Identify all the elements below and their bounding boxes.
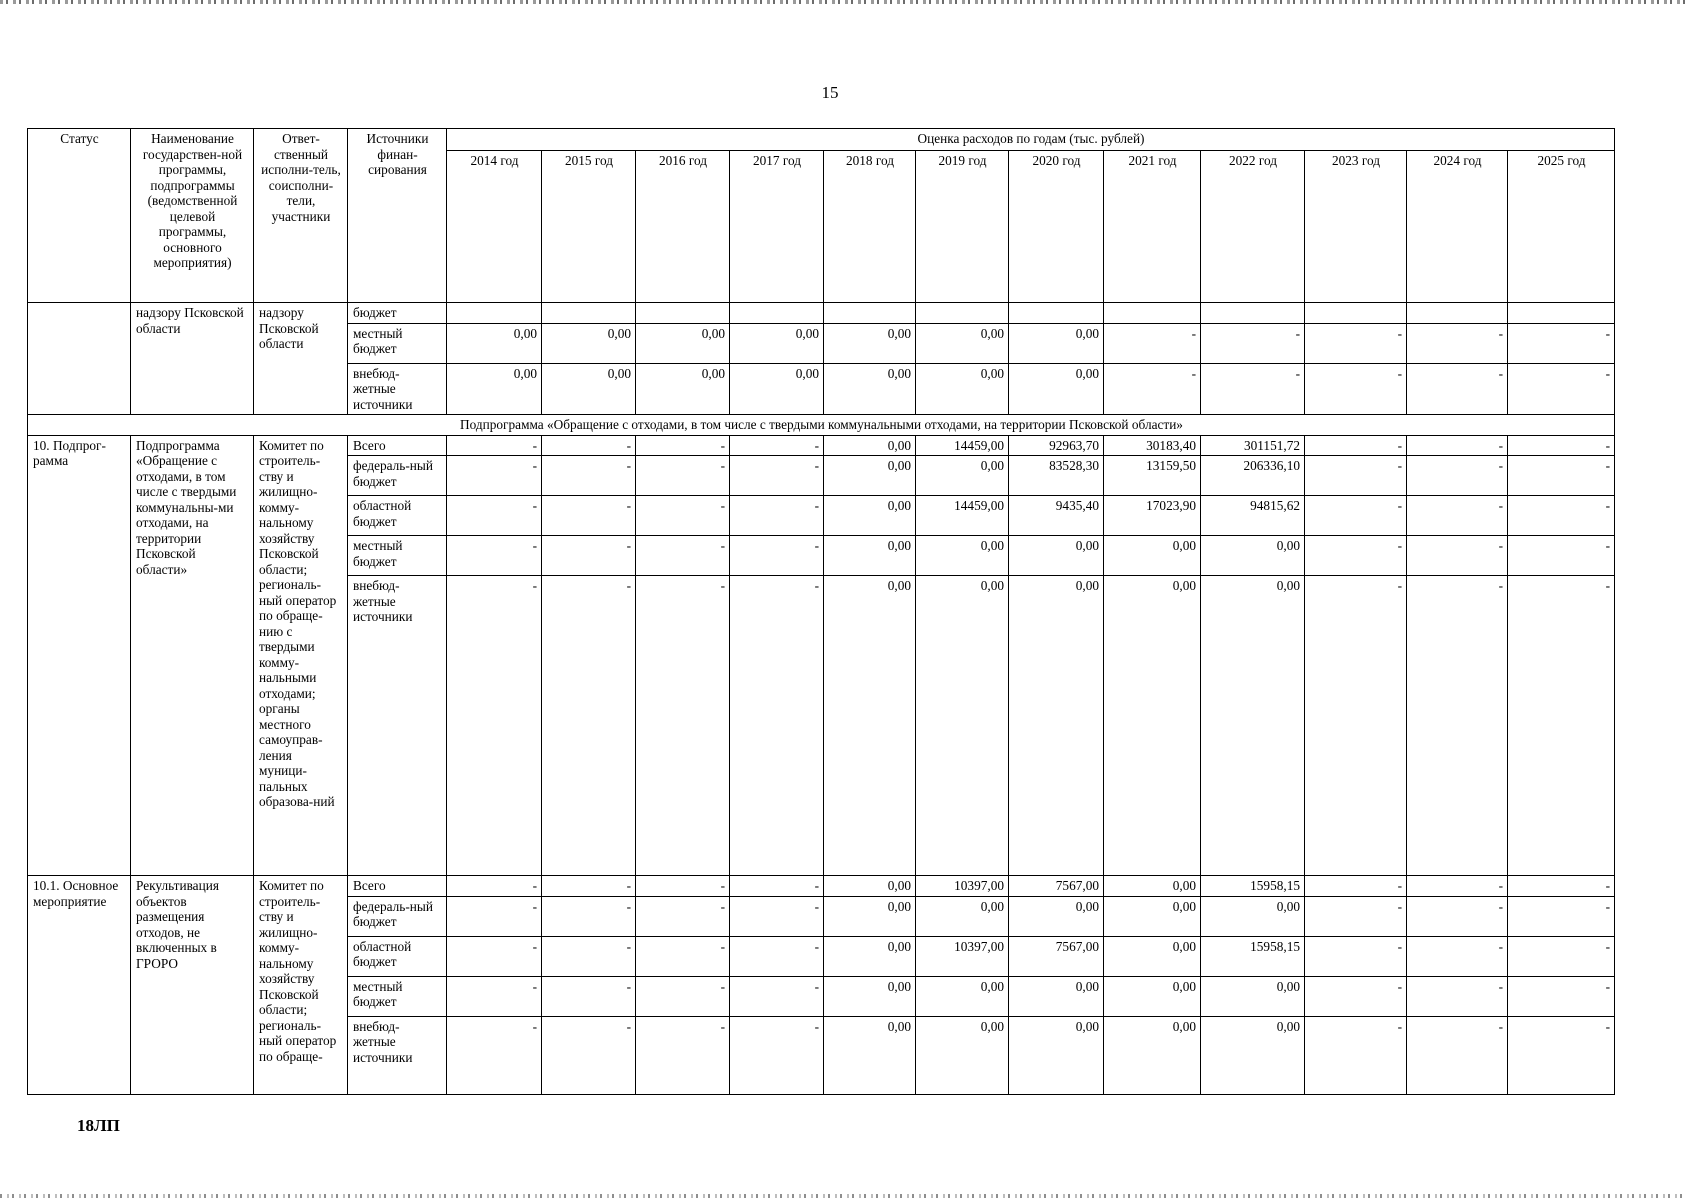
value-cell: -: [1508, 496, 1615, 536]
value-cell: -: [636, 536, 730, 576]
value-cell: 92963,70: [1009, 435, 1104, 456]
header-sources: Источники финан-сирования: [348, 129, 447, 303]
year-header-cell: 2025 год: [1508, 151, 1615, 303]
header-estimate: Оценка расходов по годам (тыс. рублей): [447, 129, 1615, 151]
value-cell: 0,00: [824, 576, 916, 876]
value-cell: -: [1407, 435, 1508, 456]
value-cell: 0,00: [824, 363, 916, 415]
value-cell: 14459,00: [916, 496, 1009, 536]
header-row: [28, 129, 1615, 151]
source-cell: местный бюджет: [348, 323, 447, 363]
value-cell: -: [542, 876, 636, 897]
value-cell: -: [1407, 976, 1508, 1016]
expenditure-table: [27, 128, 1615, 1095]
value-cell: 0,00: [824, 936, 916, 976]
value-cell: 0,00: [1104, 896, 1201, 936]
header-responsible: Ответ-ственный исполни-тель, соисполни-тели, участники: [254, 129, 348, 303]
source-cell: федераль-ный бюджет: [348, 896, 447, 936]
value-cell: -: [1407, 363, 1508, 415]
value-cell: -: [542, 896, 636, 936]
value-cell: 0,00: [824, 456, 916, 496]
value-cell: -: [1508, 456, 1615, 496]
value-cell: -: [636, 1016, 730, 1094]
value-cell: 0,00: [916, 363, 1009, 415]
program-name-cell: Рекультивация объектов размещения отходов, не включенных в ГРОРО: [131, 876, 254, 1095]
value-cell: 10397,00: [916, 936, 1009, 976]
subprogram-title: Подпрограмма «Обращение с отходами, в том числе с твердыми коммунальными отходами, на территории Псковской области»: [28, 415, 1615, 436]
year-header-cell: 2020 год: [1009, 151, 1104, 303]
value-cell: -: [1305, 896, 1407, 936]
source-cell: Всего: [348, 876, 447, 897]
value-cell: 30183,40: [1104, 435, 1201, 456]
value-cell: [824, 303, 916, 324]
value-cell: 0,00: [916, 896, 1009, 936]
value-cell: 7567,00: [1009, 936, 1104, 976]
value-cell: -: [447, 976, 542, 1016]
value-cell: -: [1305, 536, 1407, 576]
value-cell: [916, 303, 1009, 324]
value-cell: 0,00: [1009, 323, 1104, 363]
value-cell: -: [447, 435, 542, 456]
value-cell: -: [636, 876, 730, 897]
responsible-cell: Комитет по строитель-ству и жилищно-комму-нальному хозяйству Псковской области; региональ-ный оператор по обраще-нию с твердыми комму-нальными отходами; органы местного самоуправ-ления муници-пальных образова-ний: [254, 435, 348, 876]
value-cell: -: [542, 1016, 636, 1094]
value-cell: -: [636, 576, 730, 876]
value-cell: -: [730, 896, 824, 936]
value-cell: 0,00: [542, 363, 636, 415]
value-cell: -: [730, 435, 824, 456]
value-cell: 0,00: [1009, 1016, 1104, 1094]
source-cell: внебюд-жетные источники: [348, 363, 447, 415]
status-cell: [28, 303, 131, 415]
value-cell: -: [447, 576, 542, 876]
source-cell: областной бюджет: [348, 496, 447, 536]
value-cell: [1104, 303, 1201, 324]
value-cell: -: [1508, 876, 1615, 897]
value-cell: 0,00: [1104, 936, 1201, 976]
value-cell: -: [1305, 323, 1407, 363]
value-cell: -: [730, 1016, 824, 1094]
value-cell: -: [447, 876, 542, 897]
value-cell: -: [636, 456, 730, 496]
table-body: [28, 303, 1615, 1095]
value-cell: 15958,15: [1201, 876, 1305, 897]
value-cell: 0,00: [1201, 896, 1305, 936]
value-cell: 0,00: [1104, 536, 1201, 576]
value-cell: -: [447, 936, 542, 976]
value-cell: -: [1508, 323, 1615, 363]
value-cell: -: [542, 976, 636, 1016]
value-cell: [1305, 303, 1407, 324]
value-cell: 0,00: [1201, 976, 1305, 1016]
value-cell: -: [730, 876, 824, 897]
value-cell: -: [1305, 876, 1407, 897]
source-cell: областной бюджет: [348, 936, 447, 976]
value-cell: [730, 303, 824, 324]
value-cell: -: [636, 896, 730, 936]
value-cell: 0,00: [1009, 576, 1104, 876]
value-cell: -: [1305, 363, 1407, 415]
value-cell: 0,00: [447, 363, 542, 415]
value-cell: 13159,50: [1104, 456, 1201, 496]
year-header-cell: 2023 год: [1305, 151, 1407, 303]
status-cell: 10.1. Основное мероприятие: [28, 876, 131, 1095]
header-name: Наименование государствен-ной программы, подпрограммы (ведомственной целевой программы, основного мероприятия): [131, 129, 254, 303]
value-cell: 0,00: [916, 323, 1009, 363]
value-cell: -: [542, 576, 636, 876]
value-cell: -: [1508, 536, 1615, 576]
value-cell: -: [636, 976, 730, 1016]
value-cell: -: [1407, 536, 1508, 576]
value-cell: 301151,72: [1201, 435, 1305, 456]
value-cell: -: [1407, 576, 1508, 876]
year-header-cell: 2018 год: [824, 151, 916, 303]
value-cell: -: [1305, 936, 1407, 976]
value-cell: -: [1201, 363, 1305, 415]
year-header-cell: 2016 год: [636, 151, 730, 303]
value-cell: -: [1305, 576, 1407, 876]
value-cell: 0,00: [824, 1016, 916, 1094]
value-cell: -: [1104, 363, 1201, 415]
source-cell: бюджет: [348, 303, 447, 324]
value-cell: -: [1508, 896, 1615, 936]
source-cell: федераль-ный бюджет: [348, 456, 447, 496]
value-cell: 0,00: [916, 536, 1009, 576]
value-cell: 0,00: [1104, 1016, 1201, 1094]
table-row: [28, 435, 1615, 456]
value-cell: 94815,62: [1201, 496, 1305, 536]
responsible-cell: надзору Псковской области: [254, 303, 348, 415]
value-cell: 0,00: [824, 896, 916, 936]
year-header-cell: 2015 год: [542, 151, 636, 303]
value-cell: 0,00: [916, 576, 1009, 876]
value-cell: -: [730, 496, 824, 536]
value-cell: 10397,00: [916, 876, 1009, 897]
responsible-cell: Комитет по строитель-ству и жилищно-комму-нальному хозяйству Псковской области; региональ-ный оператор по обраще-: [254, 876, 348, 1095]
value-cell: 0,00: [824, 496, 916, 536]
footer-code: 18ЛП: [77, 1116, 120, 1135]
value-cell: -: [636, 435, 730, 456]
subprogram-title-row: [28, 415, 1615, 436]
value-cell: 0,00: [824, 976, 916, 1016]
value-cell: [1009, 303, 1104, 324]
value-cell: 83528,30: [1009, 456, 1104, 496]
source-cell: Всего: [348, 435, 447, 456]
value-cell: -: [1305, 435, 1407, 456]
value-cell: -: [542, 536, 636, 576]
year-header-cell: 2021 год: [1104, 151, 1201, 303]
value-cell: -: [1407, 323, 1508, 363]
year-header-cell: 2024 год: [1407, 151, 1508, 303]
value-cell: -: [636, 936, 730, 976]
value-cell: 9435,40: [1009, 496, 1104, 536]
value-cell: -: [1407, 1016, 1508, 1094]
value-cell: -: [1305, 496, 1407, 536]
value-cell: 0,00: [1009, 363, 1104, 415]
value-cell: -: [1508, 363, 1615, 415]
value-cell: 0,00: [1104, 576, 1201, 876]
value-cell: 0,00: [542, 323, 636, 363]
source-cell: местный бюджет: [348, 976, 447, 1016]
value-cell: 0,00: [824, 323, 916, 363]
value-cell: 0,00: [824, 435, 916, 456]
value-cell: [447, 303, 542, 324]
value-cell: 17023,90: [1104, 496, 1201, 536]
value-cell: -: [1508, 976, 1615, 1016]
value-cell: -: [1508, 576, 1615, 876]
value-cell: 0,00: [1201, 536, 1305, 576]
year-header-cell: 2017 год: [730, 151, 824, 303]
value-cell: -: [542, 496, 636, 536]
value-cell: 0,00: [916, 456, 1009, 496]
value-cell: 0,00: [824, 876, 916, 897]
source-cell: местный бюджет: [348, 536, 447, 576]
value-cell: 0,00: [447, 323, 542, 363]
value-cell: 0,00: [636, 363, 730, 415]
value-cell: -: [542, 936, 636, 976]
program-name-cell: Подпрограмма «Обращение с отходами, в том числе с твердыми коммунальны-ми отходами, на территории Псковской области»: [131, 435, 254, 876]
value-cell: -: [542, 456, 636, 496]
scan-edge-bottom: [0, 1194, 1686, 1198]
source-cell: внебюд-жетные источники: [348, 576, 447, 876]
value-cell: -: [1407, 896, 1508, 936]
value-cell: -: [447, 496, 542, 536]
value-cell: -: [447, 1016, 542, 1094]
value-cell: 14459,00: [916, 435, 1009, 456]
program-name-cell: надзору Псковской области: [131, 303, 254, 415]
value-cell: -: [1305, 456, 1407, 496]
value-cell: 206336,10: [1201, 456, 1305, 496]
table-row: [28, 876, 1615, 897]
value-cell: [1508, 303, 1615, 324]
value-cell: 0,00: [916, 1016, 1009, 1094]
year-header-cell: 2014 год: [447, 151, 542, 303]
status-cell: 10. Подпрог-рамма: [28, 435, 131, 876]
value-cell: -: [1407, 936, 1508, 976]
value-cell: -: [1305, 976, 1407, 1016]
value-cell: -: [1407, 876, 1508, 897]
value-cell: -: [730, 536, 824, 576]
scan-edge-top: [0, 0, 1686, 4]
value-cell: -: [730, 576, 824, 876]
value-cell: 0,00: [1104, 876, 1201, 897]
value-cell: -: [447, 456, 542, 496]
value-cell: -: [730, 936, 824, 976]
value-cell: [636, 303, 730, 324]
value-cell: 15958,15: [1201, 936, 1305, 976]
value-cell: 0,00: [1201, 576, 1305, 876]
value-cell: 0,00: [730, 363, 824, 415]
value-cell: -: [542, 435, 636, 456]
value-cell: 0,00: [730, 323, 824, 363]
value-cell: -: [1508, 435, 1615, 456]
table-row: [28, 303, 1615, 324]
year-header-cell: 2019 год: [916, 151, 1009, 303]
value-cell: 0,00: [1009, 976, 1104, 1016]
value-cell: -: [1104, 323, 1201, 363]
page-number: 15: [821, 83, 839, 102]
value-cell: -: [1305, 1016, 1407, 1094]
value-cell: -: [1201, 323, 1305, 363]
value-cell: [1407, 303, 1508, 324]
value-cell: -: [1407, 496, 1508, 536]
value-cell: -: [447, 536, 542, 576]
value-cell: 0,00: [824, 536, 916, 576]
value-cell: [542, 303, 636, 324]
source-cell: внебюд-жетные источники: [348, 1016, 447, 1094]
value-cell: [1201, 303, 1305, 324]
value-cell: -: [730, 456, 824, 496]
value-cell: -: [730, 976, 824, 1016]
value-cell: -: [1508, 1016, 1615, 1094]
value-cell: 0,00: [1009, 536, 1104, 576]
year-header-cell: 2022 год: [1201, 151, 1305, 303]
value-cell: 0,00: [916, 976, 1009, 1016]
header-status: Статус: [28, 129, 131, 303]
value-cell: -: [636, 496, 730, 536]
value-cell: -: [1407, 456, 1508, 496]
value-cell: 7567,00: [1009, 876, 1104, 897]
value-cell: 0,00: [1009, 896, 1104, 936]
value-cell: 0,00: [1104, 976, 1201, 1016]
value-cell: -: [1508, 936, 1615, 976]
value-cell: 0,00: [636, 323, 730, 363]
value-cell: -: [447, 896, 542, 936]
value-cell: 0,00: [1201, 1016, 1305, 1094]
